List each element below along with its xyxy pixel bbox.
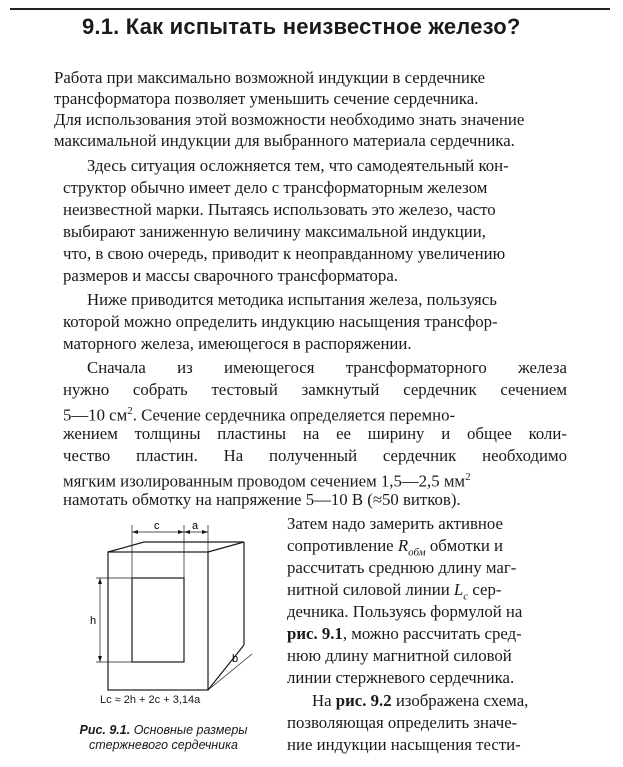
para1-line: что, в свою очередь, приводит к неоправданному увеличению: [63, 244, 506, 263]
para3-line: нужно собрать тестовый замкнутый сердечник сечением: [63, 380, 567, 399]
figure-9-1: [58, 520, 273, 760]
para3-line: Сначала из имеющегося трансформаторного железа: [87, 358, 567, 377]
para4-line: нюю длину магнитной силовой: [287, 646, 512, 665]
core-diagram: [58, 520, 273, 720]
para5-line: ние индукции насыщения тести-: [287, 735, 521, 754]
core-depth-edge: [208, 645, 244, 690]
para4-line: дечника. Пользуясь формулой на: [287, 602, 523, 621]
para1-line: выбирают заниженную величину максимальной индукции,: [63, 222, 486, 241]
para4-line: рассчитать среднюю длину маг-: [287, 558, 517, 577]
figure-reference: рис. 9.1: [287, 624, 343, 643]
para1-line: размеров и массы сварочного трансформатора.: [63, 266, 398, 285]
dim-label-b: b: [232, 653, 239, 665]
dim-label-h: h: [90, 615, 97, 627]
para3-line: мягким изолированным проводом сечением 1,5—2,5 $мм^2$: [63, 471, 471, 491]
intro-line: Работа при максимально возможной индукции в сердечнике: [54, 68, 486, 87]
figure-reference: рис. 9.2: [335, 691, 392, 710]
para1-line: Здесь ситуация осложняется тем, что самодеятельный кон-: [87, 156, 509, 175]
intro-line: Для использования этой возможности необходимо знать значение: [54, 110, 525, 129]
core-depth-edge: [208, 542, 244, 552]
section-title: 9.1. Как испытать неизвестное железо?: [82, 14, 521, 39]
para3-line: жением толщины пластины на ее ширину и общее коли-: [63, 424, 567, 443]
figure-formula: Lc ≈ 2h + 2c + 3,14a: [100, 694, 201, 706]
para3-line: намотать обмотку на напряжение 5—10 В (≈50 витков).: [63, 490, 461, 509]
para4-line: рис. 9.1, можно рассчитать сред-: [287, 624, 522, 643]
para2-line: маторного железа, имеющегося в распоряжении.: [63, 334, 412, 353]
intro-line: трансформатора позволяет уменьшить сечение сердечника.: [54, 89, 479, 108]
para4-line: сопротивление $R_{обм}$ обмотки и: [287, 536, 504, 559]
para4-line: нитной силовой линии $L_c$ сер-: [287, 580, 502, 603]
figure-caption: Рис. 9.1. Основные размеры стержневого сердечника: [79, 723, 248, 752]
dim-label-a: a: [192, 520, 199, 532]
para1-line: неизвестной марки. Пытаясь использовать это железо, часто: [63, 200, 496, 219]
para3-line: чество пластин. На полученный сердечник необходимо: [63, 446, 567, 465]
para3-line: 5—10 $см^2$. Сечение сердечника определяется перемно-: [63, 405, 456, 425]
dim-label-c: c: [154, 520, 160, 532]
para2-line: Ниже приводится методика испытания железа, пользуясь: [87, 290, 497, 309]
core-depth-edge: [108, 542, 144, 552]
core-outer-outline: [108, 552, 208, 690]
para5-line: На рис. 9.2 изображена схема,: [312, 691, 529, 710]
core-window-outline: [132, 578, 184, 662]
title-rule: [10, 8, 610, 10]
dim-line-b: [208, 654, 252, 690]
para5-line: позволяющая определить значе-: [287, 713, 518, 732]
para4-line: линии стержневого сердечника.: [287, 668, 515, 687]
para2-line: которой можно определить индукцию насыщения трансфор-: [63, 312, 498, 331]
para1-line: структор обычно имеет дело с трансформаторным железом: [63, 178, 488, 197]
para4-line: Затем надо замерить активное: [287, 514, 503, 533]
intro-line: максимальной индукции для выбранного материала сердечника.: [54, 131, 515, 150]
